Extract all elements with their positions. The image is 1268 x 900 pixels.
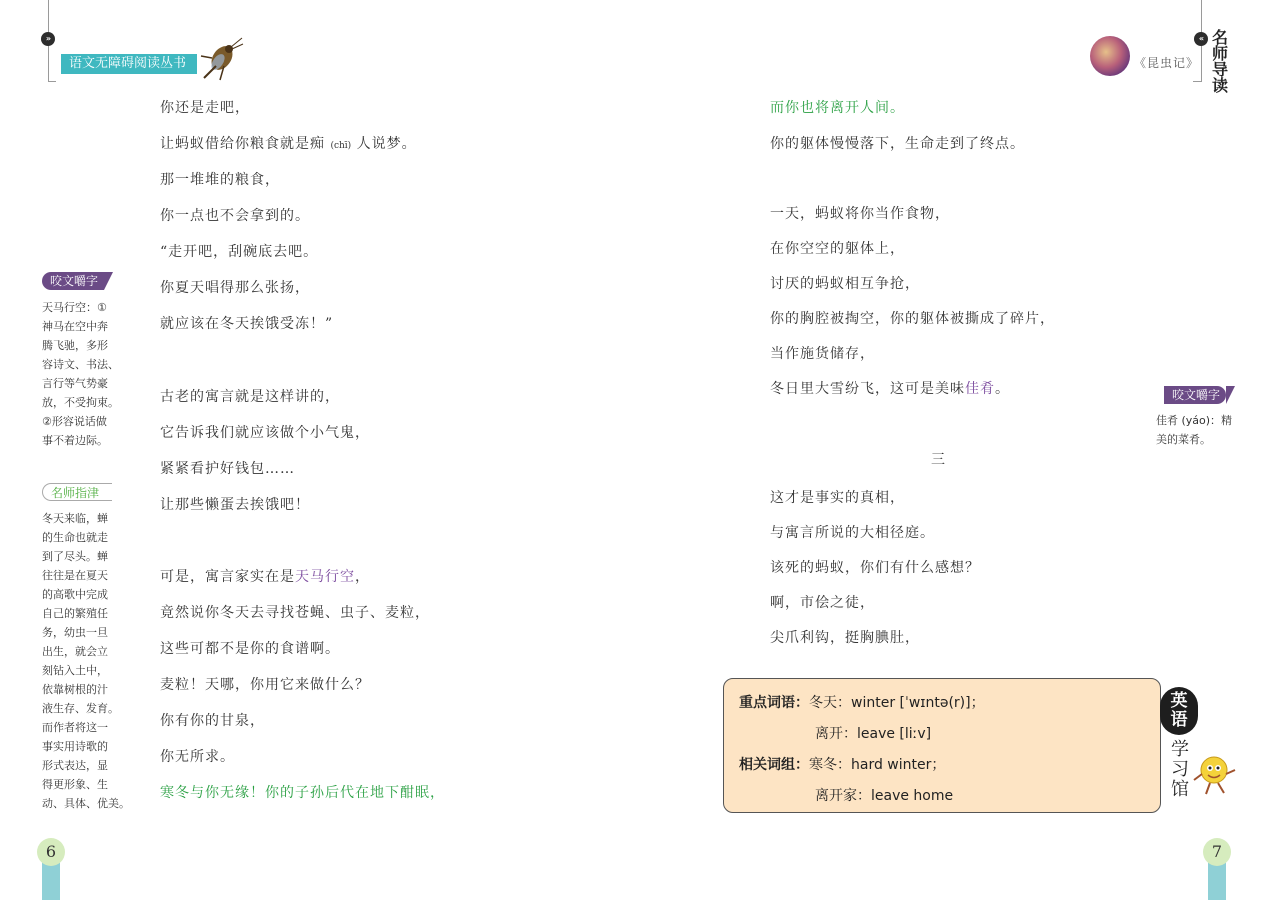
- section-title-char: 师: [1211, 44, 1228, 63]
- note-heading-teacher-guide: 名师指津: [42, 483, 112, 501]
- poem-line: 你夏天唱得那么张扬，: [160, 280, 310, 296]
- poem-line: [160, 566, 370, 586]
- poem-line-highlight: 寒冬与你无缘！你的子孙后代在地下酣眠，: [160, 785, 445, 801]
- badge-char: 语: [1170, 710, 1188, 730]
- chevron-right-icon: »: [41, 32, 55, 46]
- vocab-entry: 离开：leave [liːv]: [815, 726, 932, 742]
- book-title: 《昆虫记》: [1134, 56, 1200, 70]
- note-line: 的生命也就走: [42, 531, 108, 544]
- note-word-study: [42, 298, 119, 450]
- poem-line: 让那些懒蛋去挨饿吧！: [160, 497, 310, 513]
- note-line: 美的菜肴。: [1156, 433, 1211, 446]
- highlighted-word: 佳肴: [965, 381, 995, 397]
- header-rule-left-hook: [48, 81, 56, 82]
- poem-line: 该死的蚂蚁，你们有什么感想？: [770, 560, 980, 576]
- label-char: 馆: [1171, 779, 1189, 800]
- note-line: 容诗文、书法、: [42, 358, 119, 371]
- poem-line: [770, 378, 1010, 398]
- poem-line: 你一点也不会拿到的。: [160, 208, 310, 224]
- poem-line: 与寓言所说的大相径庭。: [770, 525, 935, 541]
- vocab-entry: 冬天：winter [ˈwɪntə(r)]；: [809, 695, 985, 711]
- chevron-left-icon: «: [1194, 32, 1208, 46]
- highlighted-word: 天马行空: [295, 569, 355, 585]
- note-line: 动、具体、优美。: [42, 797, 130, 810]
- note-line: 佳肴 (yáo)：精: [1156, 414, 1233, 427]
- poem-line: 当作施货储存，: [770, 346, 875, 362]
- note-line: 出生，就会立: [42, 645, 108, 658]
- note-line: 刻钻入土中，: [42, 664, 108, 677]
- note-teacher-guide: [42, 509, 130, 813]
- poem-text: 冬日里大雪纷飞，这可是美味: [770, 381, 965, 397]
- note-line: 冬天来临，蝉: [42, 512, 108, 525]
- poem-line: 那一堆堆的粮食，: [160, 172, 280, 188]
- poem-line: 你的胸腔被掏空，你的躯体被撕成了碎片，: [770, 311, 1055, 327]
- label-char: 习: [1171, 759, 1189, 780]
- note-heading-word-study: 咬文嚼字: [42, 272, 104, 290]
- book-cover-image: [1090, 36, 1130, 76]
- page-number-left: 6: [37, 838, 65, 866]
- note-line: 的高歌中完成: [42, 588, 108, 601]
- poem-line: 这才是事实的真相，: [770, 490, 905, 506]
- pinyin-annotation: (chī): [330, 141, 352, 151]
- poem-line: 你还是走吧，: [160, 100, 250, 116]
- section-title-char: 读: [1211, 76, 1228, 95]
- poem-text: 可是，寓言家实在是: [160, 569, 295, 585]
- note-line: 务，幼虫一旦: [42, 626, 108, 639]
- poem-line: 你有你的甘泉，: [160, 713, 265, 729]
- note-line: 神马在空中奔: [42, 320, 108, 333]
- series-title: 语文无障碍阅读丛书: [61, 54, 197, 74]
- poem-line: 紧紧看护好钱包……: [160, 461, 295, 477]
- english-badge: [1160, 687, 1198, 735]
- poem-line: 这些可都不是你的食谱啊。: [160, 641, 340, 657]
- poem-text: ，: [355, 569, 370, 585]
- note-line: 放，不受拘束。: [42, 396, 119, 409]
- note-line: 腾飞驰，多形: [42, 339, 108, 352]
- section-title-char: 导: [1211, 60, 1228, 79]
- note-line: 依靠树根的汁: [42, 683, 108, 696]
- vocab-entry: 寒冬：hard winter；: [809, 757, 946, 773]
- poem-text: 。: [995, 381, 1010, 397]
- poem-line: 尖爪利钩，挺胸腆肚，: [770, 630, 920, 646]
- note-line: 液生存、发育。: [42, 702, 119, 715]
- note-line: 天马行空：①: [42, 301, 107, 314]
- english-label-vertical: [1171, 740, 1191, 800]
- cricket-icon: [198, 36, 244, 82]
- poem-line: 它告诉我们就应该做个小气鬼，: [160, 425, 370, 441]
- poem-line: 一天，蚂蚁将你当作食物，: [770, 206, 950, 222]
- vocab-row: [739, 754, 945, 774]
- poem-text: 让蚂蚁借给你粮食就是痴: [160, 136, 325, 152]
- vocab-row: [739, 692, 985, 712]
- poem-line: 古老的寓言就是这样讲的，: [160, 389, 340, 405]
- note-word-study: [1156, 411, 1232, 449]
- note-line: 事实用诗歌的: [42, 740, 108, 753]
- mascot-icon: [1192, 750, 1238, 796]
- poem-line: 就应该在冬天挨饿受冻！”: [160, 316, 334, 332]
- poem-line: 麦粒！天哪，你用它来做什么？: [160, 677, 370, 693]
- note-line: 形式表达，显: [42, 759, 108, 772]
- note-line: 得更形象、生: [42, 778, 108, 791]
- poem-line: 在你空空的躯体上，: [770, 241, 905, 257]
- note-line: ②形容说话做: [42, 415, 107, 428]
- page-number-right: 7: [1203, 838, 1231, 866]
- section-title-char: 名: [1211, 28, 1228, 47]
- note-line: 而作者将这一: [42, 721, 108, 734]
- note-line: 到了尽头。蝉: [42, 550, 108, 563]
- badge-char: 英: [1170, 691, 1188, 711]
- label-char: 学: [1171, 739, 1189, 760]
- note-line: 事不着边际。: [42, 434, 108, 447]
- poem-line: 你的躯体慢慢落下，生命走到了终点。: [770, 136, 1025, 152]
- poem-line: [160, 133, 417, 153]
- vocab-label: 相关词组：: [739, 757, 809, 773]
- poem-line-highlight: 而你也将离开人间。: [770, 100, 905, 116]
- english-vocab-box: [723, 678, 1161, 813]
- section-title-vertical: [1211, 30, 1229, 94]
- vocab-entry: 离开家：leave home: [815, 788, 954, 804]
- poem-line: 讨厌的蚂蚁相互争抢，: [770, 276, 920, 292]
- header-rule-right-hook: [1193, 81, 1201, 82]
- poem-line: 啊，市侩之徒，: [770, 595, 875, 611]
- poem-line: “走开吧，刮碗底去吧。: [160, 244, 319, 260]
- note-line: 自己的繁殖任: [42, 607, 108, 620]
- poem-text: 人说梦。: [356, 136, 417, 152]
- poem-line: 竟然说你冬天去寻找苍蝇、虫子、麦粒，: [160, 605, 430, 621]
- note-heading-word-study: 咬文嚼字: [1164, 386, 1226, 404]
- note-line: 往往是在夏天: [42, 569, 108, 582]
- vocab-label: 重点词语：: [739, 695, 809, 711]
- note-line: 言行等气势豪: [42, 377, 108, 390]
- section-number: 三: [931, 452, 945, 468]
- poem-line: 你无所求。: [160, 749, 235, 765]
